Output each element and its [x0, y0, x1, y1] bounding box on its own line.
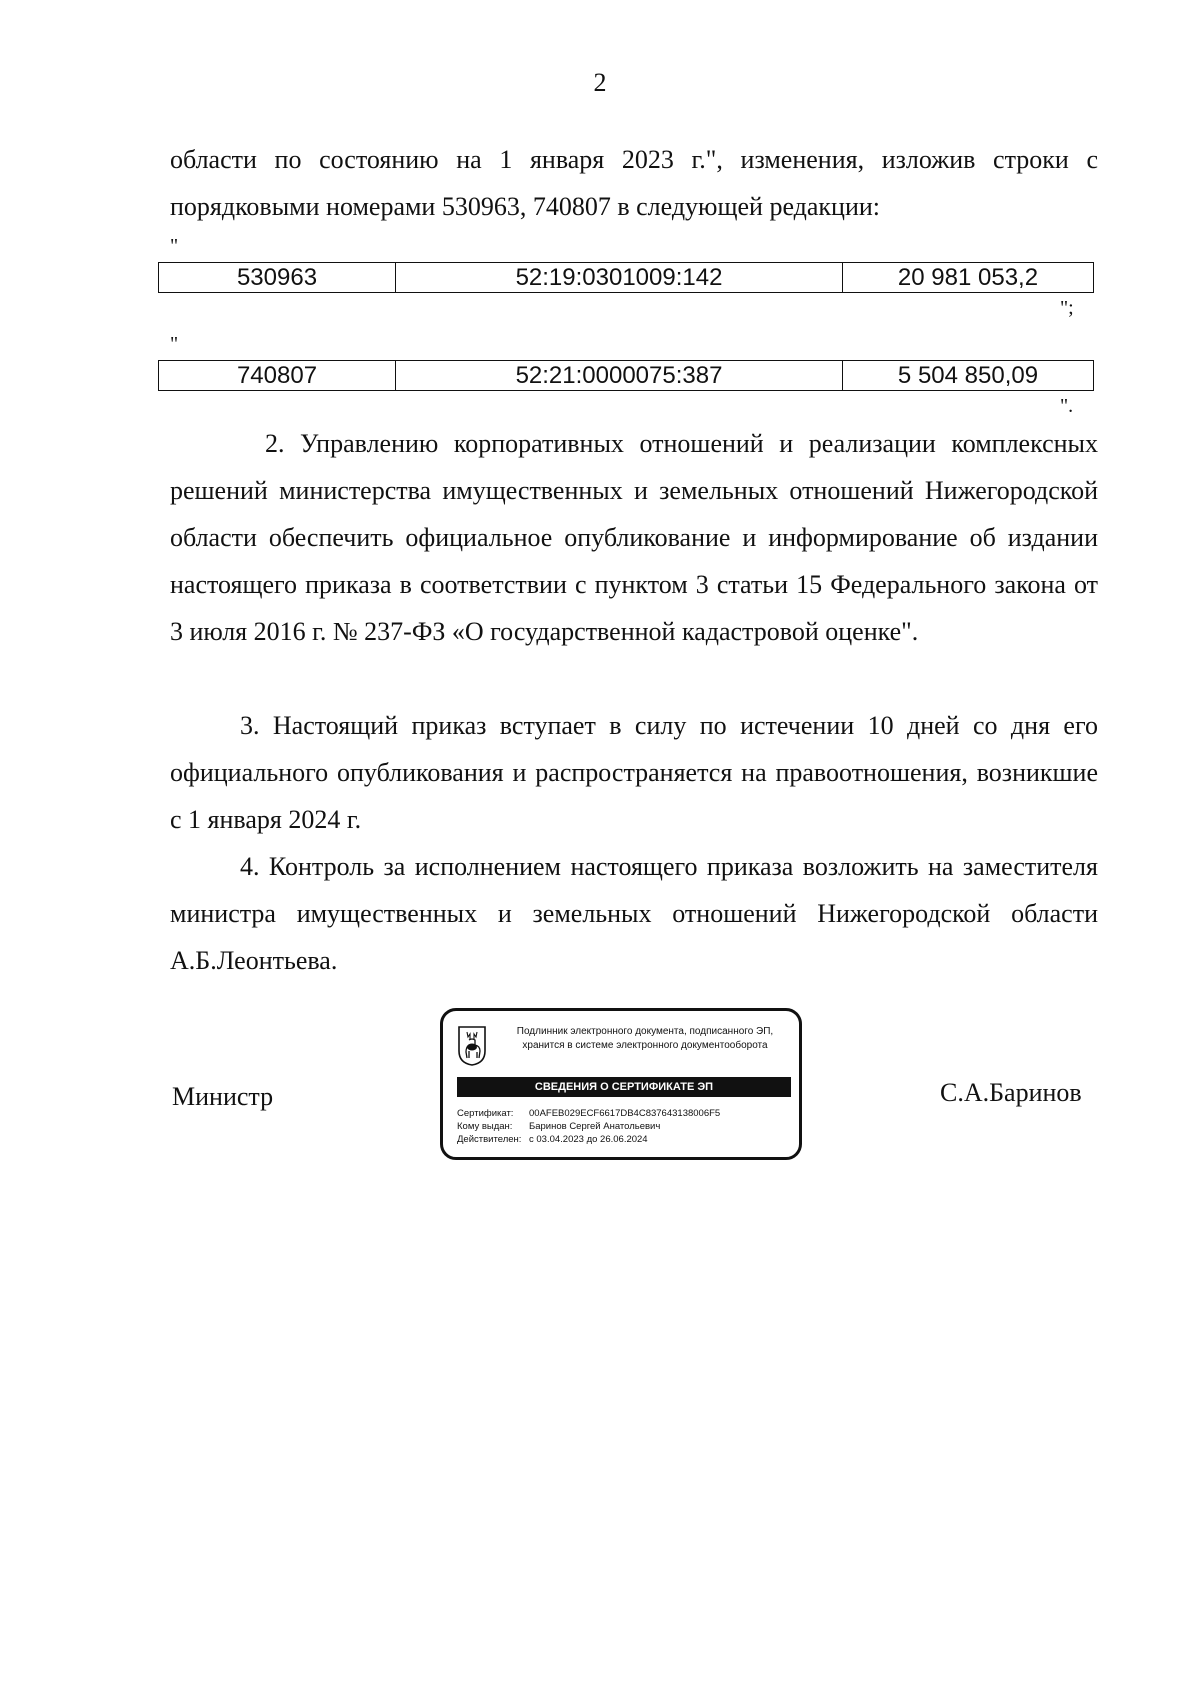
cadastral-number-cell: 52:19:0301009:142	[396, 263, 843, 293]
issued-label: Кому выдан:	[457, 1121, 513, 1132]
paragraph-3: 3. Настоящий приказ вступает в силу по истечении 10 дней со дня его официального опубликования и распространяется на правоотношения, возникшие с 1 января 2024 г.	[170, 711, 1098, 834]
signatory-name: С.А.Баринов	[940, 1078, 1082, 1107]
issued-line	[457, 1120, 797, 1133]
issued-value: Баринов Сергей Анатольевич	[529, 1121, 661, 1132]
row-number-cell: 530963	[159, 263, 396, 293]
stamp-info	[457, 1107, 797, 1146]
valid-label: Действителен:	[457, 1134, 522, 1145]
paragraph-2: 2. Управлению корпоративных отношений и реализации комплексных решений министерства имущественных и земельных отношений Нижегородской области обеспечить официальное опубликование и информирование об издании настоящего приказа в соответствии с пунктом 3 статьи 15 Федерального закона от 3 июля 2016 г. № 237-ФЗ «О государственной кадастровой оценке".	[170, 429, 1098, 646]
cadastral-value-cell: 20 981 053,2	[843, 263, 1094, 293]
stamp-header: СВЕДЕНИЯ О СЕРТИФИКАТЕ ЭП	[457, 1077, 791, 1097]
signatory-title: Министр	[172, 1082, 274, 1111]
paragraph-4: 4. Контроль за исполнением настоящего приказа возложить на заместителя министра имущественных и земельных отношений Нижегородской области А.Б.Леонтьева.	[170, 852, 1098, 975]
certificate-value: 00AFEB029ECF6617DB4C837643138006F5	[529, 1108, 721, 1119]
quote-open-1: "	[170, 235, 179, 257]
deer-coat-of-arms-icon	[457, 1025, 487, 1067]
row-number-cell: 740807	[159, 361, 396, 391]
stamp-note: Подлинник электронного документа, подписанного ЭП, хранится в системе электронного документооборота	[516, 1026, 774, 1051]
valid-line	[457, 1133, 797, 1146]
intro-paragraph: области по состоянию на 1 января 2023 г.", изменения, изложив строки с порядковыми номерами 530963, 740807 в следующей редакции:	[170, 145, 1098, 221]
table-row-740807	[158, 360, 1094, 391]
quote-close-2: ".	[1060, 395, 1074, 417]
certificate-label: Сертификат:	[457, 1108, 514, 1119]
quote-close-1: ";	[1060, 297, 1074, 319]
valid-value: с 03.04.2023 до 26.06.2024	[529, 1134, 648, 1145]
certificate-line	[457, 1107, 797, 1120]
e-signature-stamp	[440, 1008, 802, 1160]
cadastral-value-cell: 5 504 850,09	[843, 361, 1094, 391]
table-row-530963	[158, 262, 1094, 293]
cadastral-number-cell: 52:21:0000075:387	[396, 361, 843, 391]
quote-open-2: "	[170, 333, 179, 355]
page-number: 2	[593, 68, 607, 97]
